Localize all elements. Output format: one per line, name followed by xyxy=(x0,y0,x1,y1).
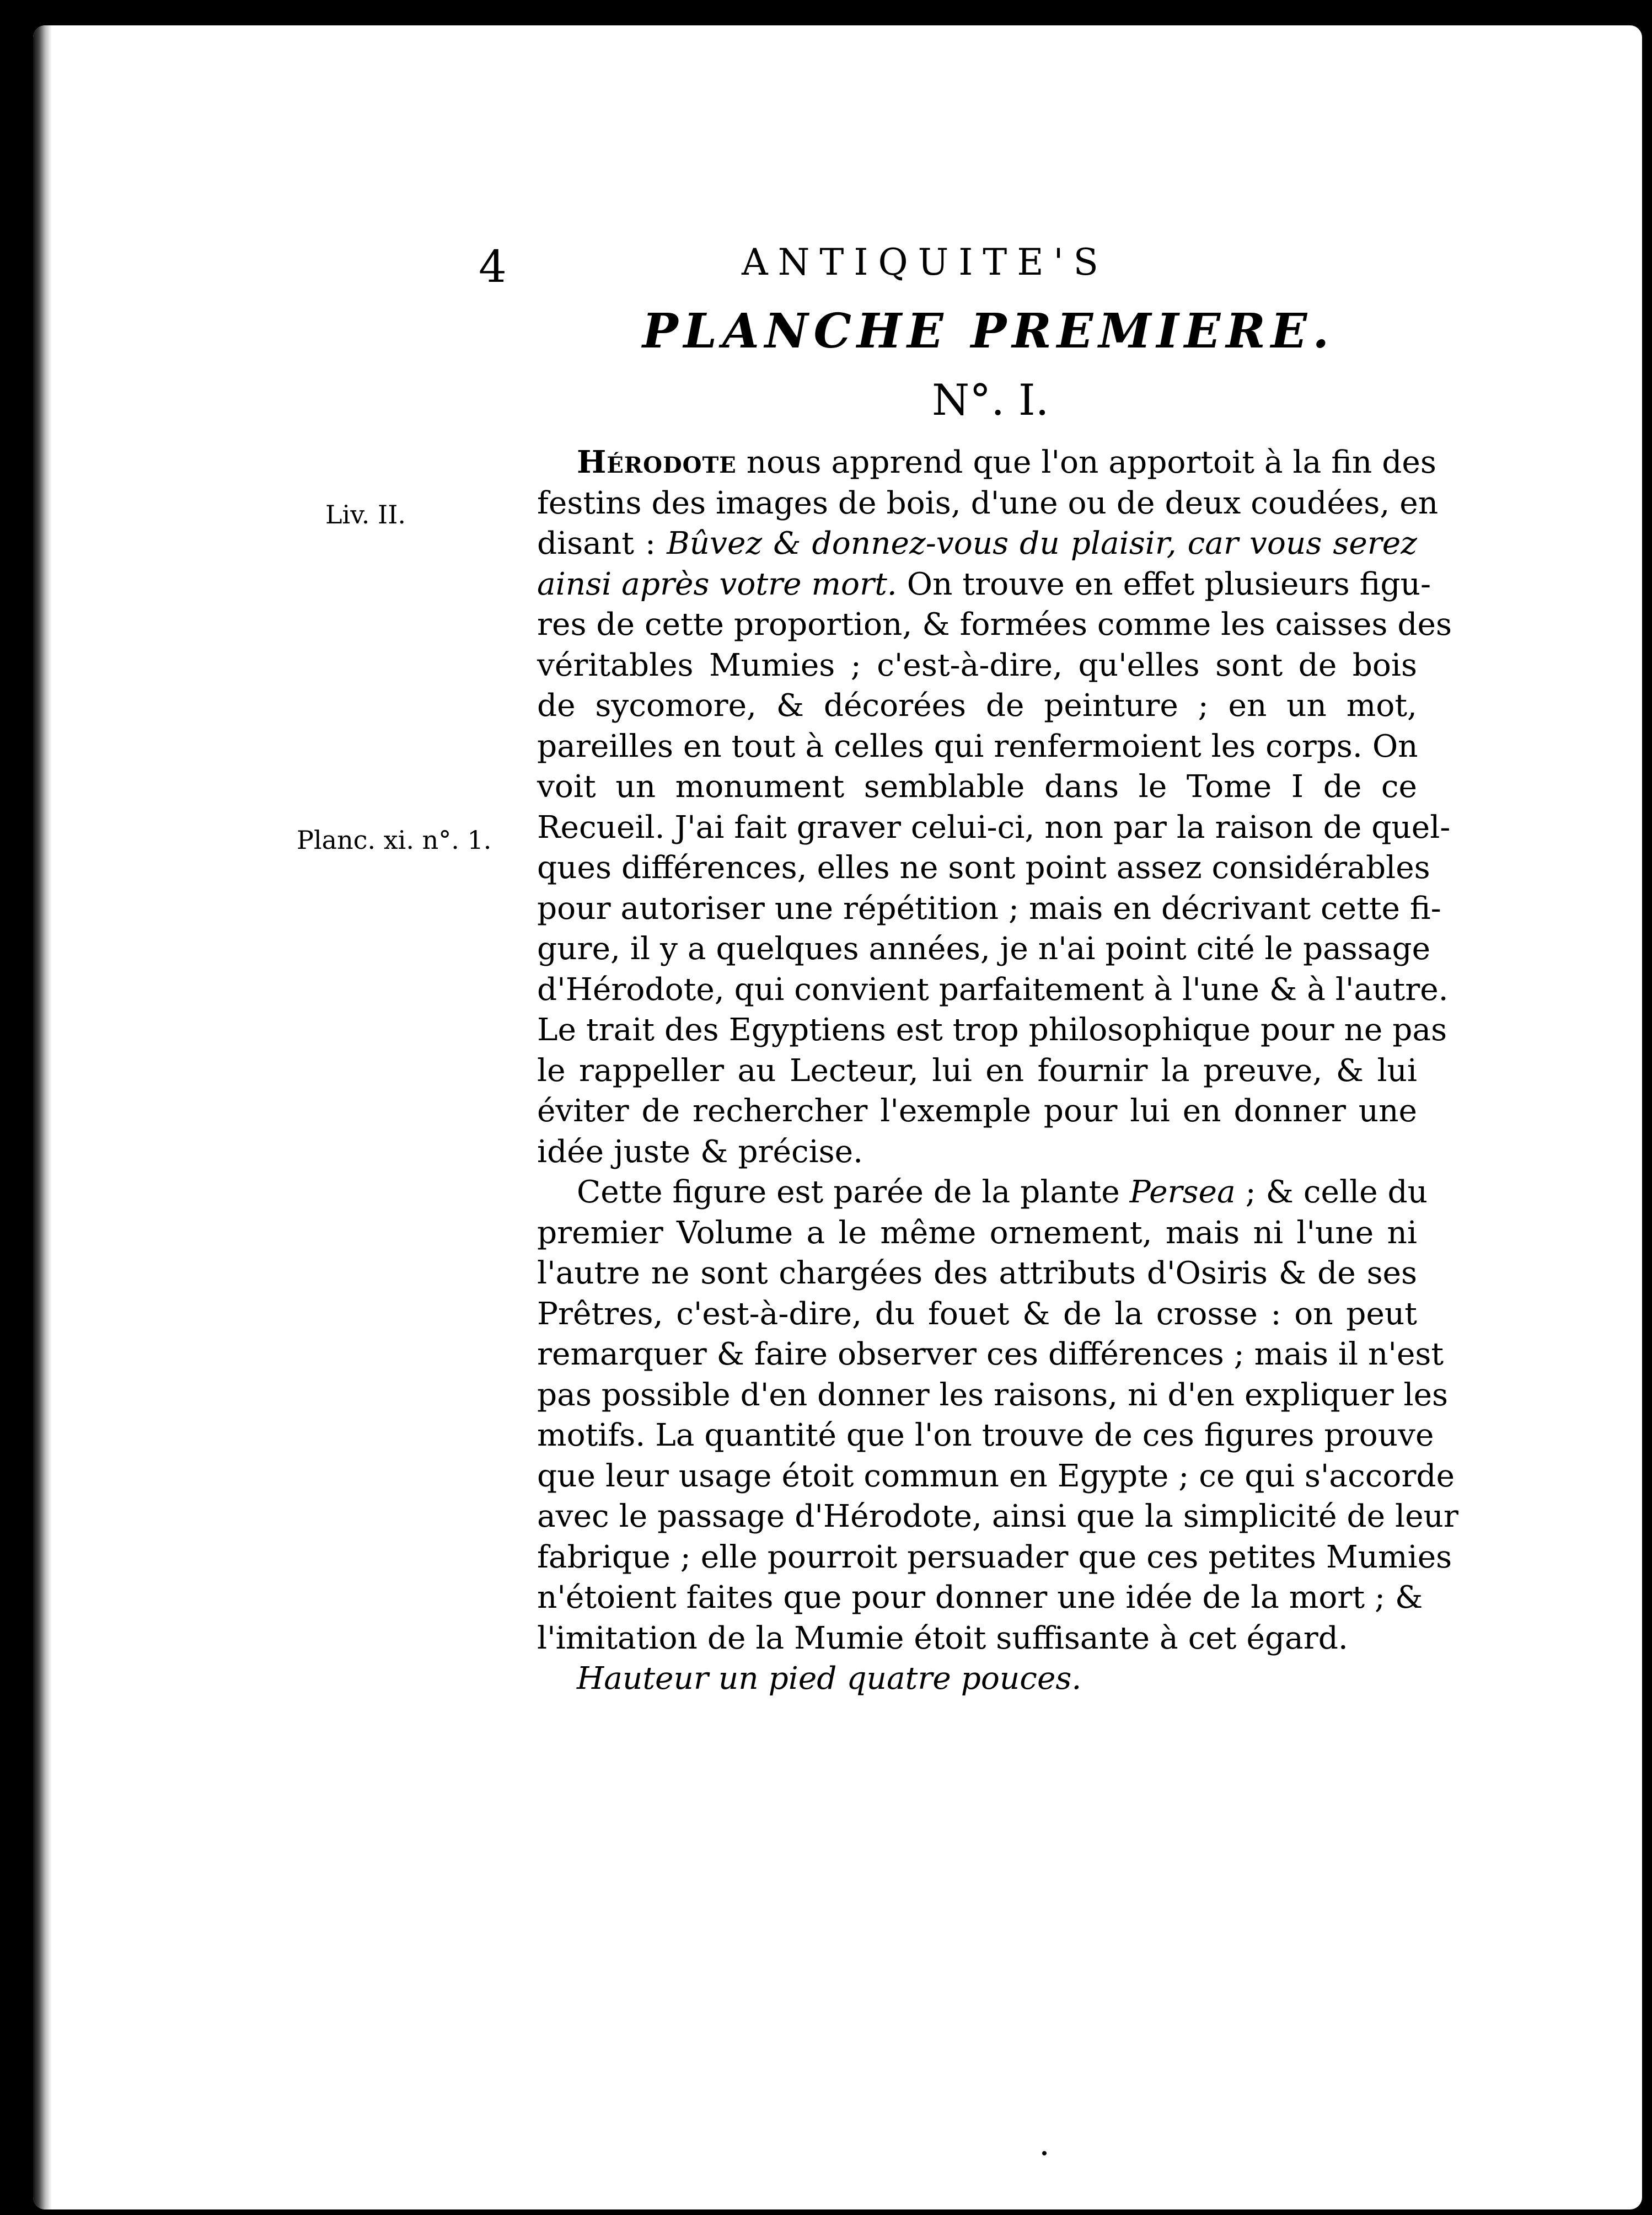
text-line: Recueil. J'ai fait graver celui-ci, non par la raison de quel- xyxy=(537,809,1451,846)
author-name: Hérodote xyxy=(577,444,737,480)
plate-title: PLANCHE PREMIERE. xyxy=(642,303,1335,359)
dimensions-line: Hauteur un pied quatre pouces. xyxy=(577,1661,1082,1697)
text-line: d'Hérodote, qui convient parfaitement à l'une & à l'autre. xyxy=(537,971,1449,1008)
signature-mark xyxy=(1042,2151,1047,2155)
text-line: remarquer & faire observer ces différences ; mais il n'est xyxy=(537,1336,1444,1372)
text-line xyxy=(537,564,1431,605)
text-line: motifs. La quantité que l'on trouve de ces figures prouve xyxy=(537,1417,1434,1453)
text-line: éviter de rechercher l'exemple pour lui en donner une xyxy=(537,1093,1417,1129)
text-line: Le trait des Egyptiens est trop philosophique pour ne pas xyxy=(537,1012,1447,1048)
running-title: ANTIQUITE'S xyxy=(742,241,1108,283)
text-span: disant : xyxy=(537,526,667,561)
plate-number: N°. I. xyxy=(932,376,1049,425)
quotation: ainsi après votre mort. xyxy=(537,566,897,602)
text-line xyxy=(537,523,1417,564)
page-edge-shadow xyxy=(33,25,52,2209)
text-line: pareilles en tout à celles qui renfermoient les corps. On xyxy=(537,728,1418,764)
text-line: véritables Mumies ; c'est-à-dire, qu'elles sont de bois xyxy=(537,647,1417,683)
text-line: avec le passage d'Hérodote, ainsi que la simplicité de leur xyxy=(537,1499,1458,1534)
text-line: premier Volume a le même ornement, mais ni l'une ni xyxy=(537,1214,1417,1251)
text-line: n'étoient faites que pour donner une idée de la mort ; & xyxy=(537,1580,1423,1615)
text-line: ques différences, elles ne sont point assez considérables xyxy=(537,850,1430,886)
page xyxy=(33,25,1642,2209)
quotation: Bûvez & donnez-vous du plaisir, car vous serez xyxy=(667,526,1418,561)
text-line: gure, il y a quelques années, je n'ai point cité le passage xyxy=(537,931,1431,967)
text-line: res de cette proportion, & formées comme les caisses des xyxy=(537,607,1452,643)
text-line: que leur usage étoit commun en Egypte ; ce qui s'accorde xyxy=(537,1458,1455,1494)
text-span: ; & celle du xyxy=(1235,1174,1428,1210)
plant-name: Persea xyxy=(1129,1174,1236,1210)
text-line: festins des images de bois, d'une ou de deux coudées, en xyxy=(537,485,1439,521)
text-line: fabrique ; elle pourroit persuader que ces petites Mumies xyxy=(537,1539,1452,1575)
body-text xyxy=(537,442,1458,1699)
text-line: le rappeller au Lecteur, lui en fournir la preuve, & lui xyxy=(537,1052,1417,1089)
page-number: 4 xyxy=(479,241,507,292)
text-span: nous apprend que l'on apportoit à la fin des xyxy=(736,445,1436,480)
text-line: l'imitation de la Mumie étoit suffisante à cet égard. xyxy=(537,1620,1348,1656)
margin-note: Liv. II. xyxy=(325,500,406,529)
text-line: voit un monument semblable dans le Tome I de ce xyxy=(537,769,1417,805)
text-line: l'autre ne sont chargées des attributs d'Osiris & de ses xyxy=(537,1255,1417,1291)
text-span: On trouve en effet plusieurs figu- xyxy=(897,566,1431,602)
text-line: pas possible d'en donner les raisons, ni d'en expliquer les xyxy=(537,1377,1449,1413)
text-line: de sycomore, & décorées de peinture ; en un mot, xyxy=(537,688,1417,724)
text-line: idée juste & précise. xyxy=(537,1133,863,1170)
text-line: pour autoriser une répétition ; mais en décrivant cette fi- xyxy=(537,890,1441,927)
text-line: Prêtres, c'est-à-dire, du fouet & de la crosse : on peut xyxy=(537,1296,1417,1332)
text-line xyxy=(537,442,1436,483)
text-line xyxy=(537,1172,1428,1213)
text-span: Cette figure est parée de la plante xyxy=(577,1174,1130,1210)
margin-note: Planc. xi. n°. 1. xyxy=(297,825,492,855)
